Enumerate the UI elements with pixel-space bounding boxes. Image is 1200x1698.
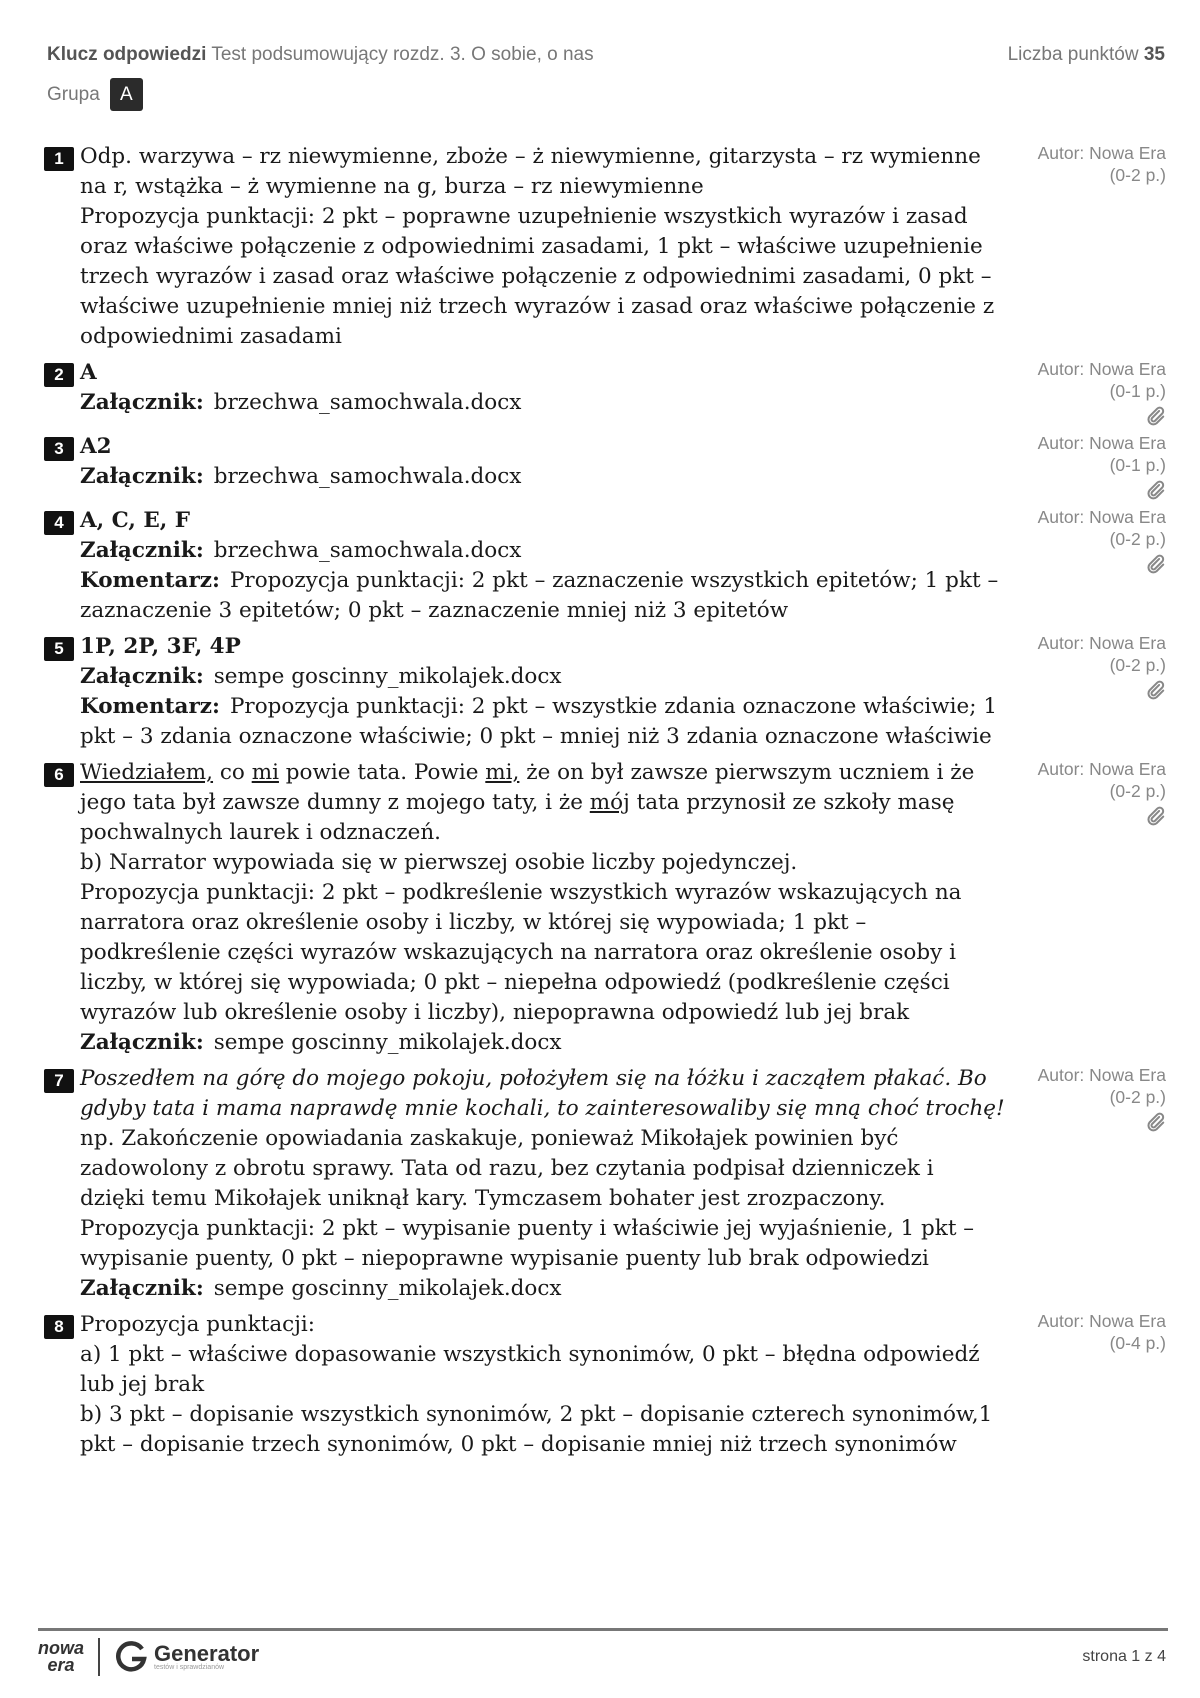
scoring-a: a) 1 pkt – właściwe dopasowanie wszystkich synonimów, 0 pkt – błędna odpowiedź lub jej brak (80, 1342, 980, 1397)
comment-line: Komentarz: Propozycja punktacji: 2 pkt – zaznaczenie wszystkich epitetów; 1 pkt – zaznaczenie 3 epitetów; 0 pkt – zaznaczenie mniej niż 3 epitetów (80, 568, 999, 623)
answer-text-b: b) Narrator wypowiada się w pierwszej osobie liczby pojedynczej. (80, 850, 798, 875)
question-meta (1038, 1310, 1166, 1354)
question-2 (44, 358, 1166, 418)
attachment-link[interactable]: brzechwa_samochwala.docx (213, 390, 522, 415)
author-label: Autor: Nowa Era (1037, 143, 1166, 163)
question-7 (44, 1064, 1166, 1304)
attachment-link[interactable]: sempe goscinny_mikolajek.docx (213, 664, 562, 689)
group-badge: A (110, 78, 143, 111)
nowa-era-logo: nowa era (38, 1638, 85, 1675)
footer-divider (38, 1628, 1168, 1631)
scoring-text: Propozycja punktacji: 2 pkt – wypisanie puenty i właściwie jej wyjaśnienie, 1 pkt – wypisanie puenty, 0 pkt – niepoprawne wypisanie puenty lub brak odpowiedzi (80, 1216, 975, 1271)
paperclip-icon[interactable] (1144, 679, 1166, 706)
points-range: (0-2 p.) (1109, 781, 1166, 801)
question-5 (44, 632, 1166, 752)
answer-text: np. Zakończenie opowiadania zaskakuje, ponieważ Mikołajek powinien być zadowolony z obrotu sprawy. Tata od razu, bez czytania podpisał dzienniczek i dzięki temu Mikołajek uniknął kary. Tymczasem bohater jest zrozpaczony. (80, 1126, 934, 1211)
answer-text: A, C, E, F (80, 508, 190, 533)
scoring-text: Propozycja punktacji: 2 pkt – podkreślenie wszystkich wyrazów wskazujących na narratora oraz określenie osoby i liczby, w której się wypowiada; 1 pkt – podkreślenie części wyrazów wskazujących na narratora oraz określenie osoby i liczby, w której się wypowiada; 0 pkt – niepełna odpowiedź (podkreślenie części wyrazów lub określenie osoby i liczby), niepoprawna odpowiedź lub jej brak (80, 880, 962, 1025)
points-range: (0-2 p.) (1109, 529, 1166, 549)
attachment-line: Załącznik: sempe goscinny_mikolajek.docx (80, 664, 562, 689)
author-label: Autor: Nowa Era (1037, 633, 1166, 653)
question-1 (44, 142, 1166, 352)
document-title: Klucz odpowiedzi Test podsumowujący rozdz. 3. O sobie, o nas (47, 44, 594, 65)
paperclip-icon[interactable] (1144, 553, 1166, 580)
attachment-link[interactable]: brzechwa_samochwala.docx (213, 464, 522, 489)
question-6 (44, 758, 1166, 1058)
question-meta (1038, 758, 1166, 832)
question-3 (44, 432, 1166, 492)
page-header (47, 44, 1165, 111)
question-meta (1038, 1064, 1166, 1138)
answer-text: Odp. warzywa – rz niewymienne, zboże – ż niewymienne, gitarzysta – rz wymienne na r, wstążka – ż wymienne na g, burza – rz niewymienne (80, 144, 981, 199)
points-range: (0-4 p.) (1109, 1333, 1166, 1353)
question-number: 8 (44, 1315, 74, 1339)
scoring-text: Propozycja punktacji: 2 pkt – poprawne uzupełnienie wszystkich wyrazów i zasad oraz właściwe połączenie z odpowiednimi zasadami, 1 pkt – właściwe uzupełnienie trzech wyrazów i zasad oraz właściwe połączenie z odpowiednimi zasadami, 0 pkt – właściwe uzupełnienie mniej niż trzech wyrazów i zasad oraz właściwe połączenie z odpowiednimi zasadami (80, 204, 995, 349)
attachment-line: Załącznik: sempe goscinny_mikolajek.docx (80, 1030, 562, 1055)
question-meta (1038, 432, 1166, 506)
question-meta (1038, 632, 1166, 706)
points-range: (0-2 p.) (1109, 165, 1166, 185)
question-number: 1 (44, 147, 74, 171)
points-range: (0-2 p.) (1109, 1087, 1166, 1107)
attachment-line: Załącznik: brzechwa_samochwala.docx (80, 464, 522, 489)
question-meta (1038, 142, 1166, 186)
paperclip-icon[interactable] (1144, 805, 1166, 832)
question-4 (44, 506, 1166, 626)
page-number: strona 1 z 4 (1082, 1648, 1166, 1665)
attachment-link[interactable]: sempe goscinny_mikolajek.docx (213, 1030, 562, 1055)
paperclip-icon[interactable] (1144, 479, 1166, 506)
answer-text: 1P, 2P, 3F, 4P (80, 634, 241, 659)
paperclip-icon[interactable] (1144, 1111, 1166, 1138)
answer-text: A2 (80, 434, 112, 459)
author-label: Autor: Nowa Era (1037, 433, 1166, 453)
attachment-line: Załącznik: brzechwa_samochwala.docx (80, 390, 522, 415)
comment-line: Komentarz: Propozycja punktacji: 2 pkt – wszystkie zdania oznaczone właściwie; 1 pkt – 3 zdania oznaczone właściwie; 0 pkt – mniej niż 3 zdania oznaczone właściwie (80, 694, 998, 749)
question-number: 6 (44, 763, 74, 787)
points-range: (0-1 p.) (1109, 455, 1166, 475)
question-number: 2 (44, 363, 74, 387)
question-meta (1038, 506, 1166, 580)
scoring-b: b) 3 pkt – dopisanie wszystkich synonimów, 2 pkt – dopisanie czterech synonimów,1 pkt – dopisanie trzech synonimów, 0 pkt – dopisanie mniej niż trzech synonimów (80, 1402, 993, 1457)
question-number: 3 (44, 437, 74, 461)
paperclip-icon[interactable] (1144, 405, 1166, 432)
answer-quote: Poszedłem na górę do mojego pokoju, położyłem się na łóżku i zacząłem płakać. Bo gdyby tata i mama naprawdę mnie kochali, to zainteresowaliby się mną choć trochę! (80, 1066, 1005, 1121)
points-total: Liczba punktów 35 (1007, 44, 1165, 65)
generator-logo: Generator testów i sprawdzianów (114, 1640, 259, 1674)
question-meta (1038, 358, 1166, 432)
points-range: (0-2 p.) (1109, 655, 1166, 675)
answer-text: Wiedziałem, co mi powie tata. Powie mi, że on był zawsze pierwszym uczniem i że jego tata był zawsze dumny z mojego taty, i że mój tata przynosił ze szkoły masę pochwalnych laurek i odznaczeń. (80, 760, 975, 845)
author-label: Autor: Nowa Era (1037, 759, 1166, 779)
logo-divider (98, 1638, 100, 1676)
author-label: Autor: Nowa Era (1037, 1311, 1166, 1331)
attachment-line: Załącznik: sempe goscinny_mikolajek.docx (80, 1276, 562, 1301)
attachment-line: Załącznik: brzechwa_samochwala.docx (80, 538, 522, 563)
author-label: Autor: Nowa Era (1037, 1065, 1166, 1085)
points-range: (0-1 p.) (1109, 381, 1166, 401)
answer-key-list (44, 142, 1166, 1466)
generator-g-icon (114, 1640, 148, 1674)
author-label: Autor: Nowa Era (1037, 507, 1166, 527)
attachment-link[interactable]: brzechwa_samochwala.docx (213, 538, 522, 563)
page-footer (38, 1628, 1168, 1676)
author-label: Autor: Nowa Era (1037, 359, 1166, 379)
question-number: 7 (44, 1069, 74, 1093)
group-label: Grupa (47, 83, 100, 105)
question-8 (44, 1310, 1166, 1460)
answer-text: A (80, 360, 97, 385)
question-number: 5 (44, 637, 74, 661)
attachment-link[interactable]: sempe goscinny_mikolajek.docx (213, 1276, 562, 1301)
question-number: 4 (44, 511, 74, 535)
scoring-heading: Propozycja punktacji: (80, 1312, 315, 1337)
